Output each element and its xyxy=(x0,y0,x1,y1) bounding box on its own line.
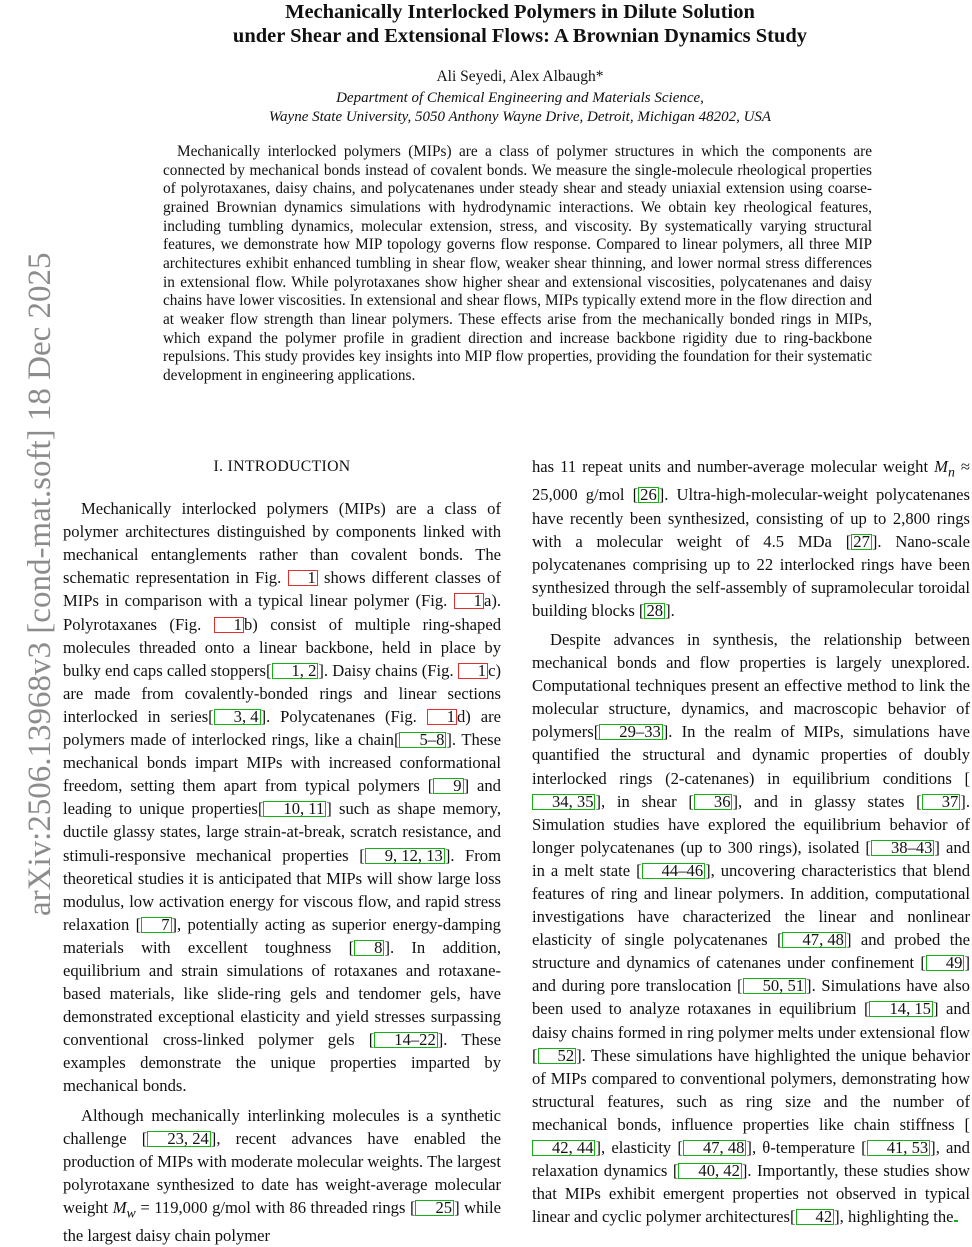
intro-paragraph-2: Although mechanically interlinking molecules is a synthetic challenge [ 23, 24 ], recent advances have enabled the production of MIPs with moderate molecular weights. The largest polyrotaxane synthesized to date has weight-average molecular weight $M_w = 119,000$ g/mol with 86 threaded rings [ 25 ] while the largest daisy chain polymer xyxy=(63,1105,502,1246)
intro-paragraph-3: Despite advances in synthesis, the relationship between mechanical bonds and flow properties is largely unexplored. Computational techniques present an effective method to link the molecular structure, dynamics, and macroscopic behavior of polymers[ 29–33 ]. In the realm of MIPs, simulations have quantified the structural and dynamic properties of doubly interlocked rings (2-catenanes) in equilibrium conditions [34, 35 ], in shear [ 36 ], and in glassy states [ 37 ]. Simulation studies have explored the equilibrium behavior of longer polycatenanes (up to 300 rings), isolated [ 38–43 ] and in a melt state [ 44–46 ], uncovering characteristics that blend features of ring and linear polymers. In addition, computational investigations have characterized the linear and nonlinear elasticity of single polycatenanes [ 47, 48 ] and probed the structure and dynamics of catenanes under confinement [ 49 ] and during pore translocation [ 50, 51 ]. Simulations have also been used to analyze rotaxanes in equilibrium [ 14, 15 ] and daisy chains formed in ring polymer melts under extensional flow [ 52 ]. These simulations have highlighted the unique behavior of MIPs compared to conventional polymers, demonstrating how structural features, such as ring size and the number of mechanical bonds, influence properties like chain stiffness [42, 44 ], elasticity [ 47, 48 ], θ-temperature [ 41, 53 ], and relaxation dynamics [ 40, 42 ]. Importantly, these studies show that MIPs exhibit emergent properties not observed in typical linear and cyclic polymer architectures[ 42 ], highlighting the xyxy=(532,629,971,1227)
abstract: Mechanically interlocked polymers (MIPs) are a class of polymer structures in which the components are connected by mechanical bonds instead of covalent bonds. We measure the single-molecule rheological properties of polyrotaxanes, daisy chains, and polycatenanes under steady shear and steady uniaxial extension using coarse-grained Brownian dynamics simulations with hydrodynamic interactions. We obtain key rheological features, including tumbling dynamics, molecular extension, stress, and viscosity. By systematically varying structural features, we demonstrate how MIP topology governs flow response. Compared to linear polymers, all three MIP architectures exhibit enhanced tumbling in shear flow, weaker shear thinning, and lower normal stress differences in extensional flow. While polyrotaxanes show higher shear and extensional viscosities, polycatenanes and daisy chains have lower viscosities. In extensional and shear flows, MIPs typically extend more in the flow direction and at weaker flow strength than linear polymers. These effects arise from the mechanically bonded rings in MIPs, which expand the polymer profile in gradient direction and increase backbone rigidity due to ring-backbone repulsions. This study provides key insights into MIP flow properties, providing the foundation for their systematic development in engineering applications. xyxy=(163,143,872,384)
citation-link[interactable]: 27 xyxy=(853,531,870,551)
citation-link[interactable]: 25 xyxy=(415,1200,454,1216)
citation-link[interactable]: 28 xyxy=(646,600,664,620)
citation-link[interactable]: 29–33 xyxy=(599,724,662,740)
arxiv-identifier: arXiv:2506.13968v3 [cond-mat.soft] 18 Dec 2025 xyxy=(22,252,58,916)
authors: Ali Seyedi, Alex Albaugh* xyxy=(436,68,604,85)
citation-link[interactable]: 49 xyxy=(926,955,965,971)
citation-link[interactable]: 23, 24 xyxy=(147,1131,210,1147)
citation-link[interactable]: 34, 35 xyxy=(532,794,595,810)
citation-link[interactable]: 36 xyxy=(694,794,733,810)
citation-link[interactable]: 5–8 xyxy=(399,732,446,748)
citation-link[interactable]: 26 xyxy=(640,485,657,505)
figure-link[interactable]: 1 xyxy=(214,617,244,633)
citation-link[interactable]: 8 xyxy=(354,940,384,956)
citation-link[interactable] xyxy=(954,1220,958,1222)
affiliation xyxy=(100,89,940,127)
citation-link[interactable]: 44–46 xyxy=(642,863,705,879)
citation-link[interactable]: 42, 44 xyxy=(532,1140,595,1156)
affiliation-line-1: Department of Chemical Engineering and Materials Science, xyxy=(336,90,704,106)
section-heading-introduction: I. INTRODUCTION xyxy=(213,458,351,475)
right-column xyxy=(532,455,970,1228)
figure-link[interactable]: 1 xyxy=(454,593,484,609)
paper-title xyxy=(100,0,940,48)
affiliation-line-2: Wayne State University, 5050 Anthony Wayne Drive, Detroit, Michigan 48202, USA xyxy=(268,109,772,125)
citation-link[interactable]: 52 xyxy=(538,1048,577,1064)
citation-link[interactable]: 42 xyxy=(796,1209,835,1225)
citation-link[interactable]: 14, 15 xyxy=(869,1001,932,1017)
left-column xyxy=(63,455,501,1247)
figure-link[interactable]: 1 xyxy=(427,709,457,725)
intro-paragraph-1: Mechanically interlocked polymers (MIPs) are a class of polymer architectures distinguished by components linked with mechanical entanglements rather than covalent bonds. The schematic representation in Fig. 1 shows different classes of MIPs in comparison with a typical linear polymer (Fig. 1 a). Polyrotaxanes (Fig. 1 b) consist of multiple ring-shaped molecules threaded onto a linear backbone, held in place by bulky end caps called stoppers[ 1, 2 ]. Daisy chains (Fig. 1 c) are made from covalently-bonded rings and linear sections interlocked in series[ 3, 4 ]. Polycatenanes (Fig. 1 d) are polymers made of interlocked rings, like a chain[ 5–8 ]. These mechanical bonds impart MIPs with increased conformational freedom, setting them apart from typical polymers [ 9 ] and leading to unique properties[ 10, 11 ] such as shape memory, ductile glassy states, large strain-at-break, scratch resistance, and stimuli-responsive mechanical properties [ 9, 12, 13 ]. From theoretical studies it is anticipated that MIPs will show large loss modulus, low activation energy for viscous flow, and rapid stress relaxation [ 7 ], potentially acting as superior energy-damping materials with excellent toughness [ 8 ]. In addition, equilibrium and strain simulations of rotaxanes and rotaxane-based materials, like slide-ring gels and tendomer gels, have demonstrated exceptional elasticity and yield stresses surpassing conventional cross-linked polymer gels [ 14–22 ]. These examples demonstrate the unique properties imparted by mechanical bonds. xyxy=(63,499,502,1096)
citation-link[interactable]: 47, 48 xyxy=(782,932,845,948)
citation-link[interactable]: 37 xyxy=(922,794,961,810)
citation-link[interactable]: 14–22 xyxy=(374,1032,437,1048)
citation-link[interactable]: 9 xyxy=(433,778,463,794)
figure-link[interactable]: 1 xyxy=(288,570,318,586)
citation-link[interactable]: 38–43 xyxy=(871,840,934,856)
citation-link[interactable]: 41, 53 xyxy=(867,1140,930,1156)
figure-link[interactable]: 1 xyxy=(458,663,488,679)
citation-link[interactable]: 3, 4 xyxy=(214,709,261,725)
citation-link[interactable]: 7 xyxy=(141,917,171,933)
citation-link[interactable]: 50, 51 xyxy=(743,978,806,994)
intro-paragraph-2-continued: has 11 repeat units and number-average molecular weight $M_n \approx 25,000$ g/mol [ 26 ]. Ultra-high-molecular-weight polycatenanes have recently been synthesized, consisting of up to 2,800 rings with a molecular weight of 4.5 MDa [ 27 ]. Nano-scale polycatenanes comprising up to 22 interlocked rings have been synthesized through the self-assembly of supramolecular toroidal building blocks [ 28 ]. xyxy=(532,457,971,620)
citation-link[interactable]: 47, 48 xyxy=(683,1140,746,1156)
citation-link[interactable]: 40, 42 xyxy=(678,1163,741,1179)
title-line-1: Mechanically Interlocked Polymers in Dilute Solution xyxy=(285,1,755,23)
citation-link[interactable]: 1, 2 xyxy=(272,663,319,679)
title-line-2: under Shear and Extensional Flows: A Brownian Dynamics Study xyxy=(232,25,808,47)
citation-link[interactable]: 10, 11 xyxy=(263,801,326,817)
citation-link[interactable]: 9, 12, 13 xyxy=(365,848,445,864)
